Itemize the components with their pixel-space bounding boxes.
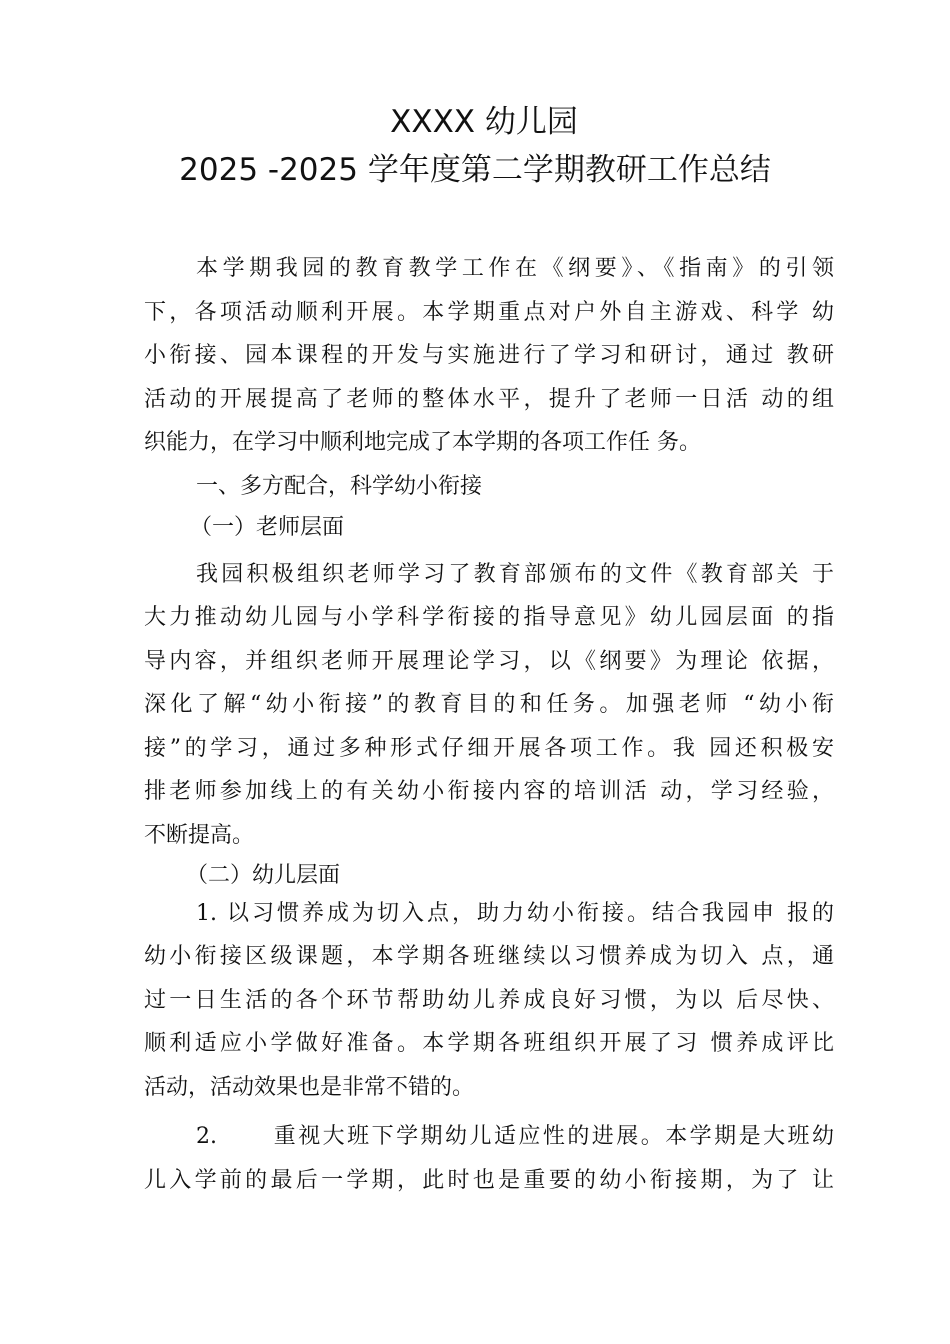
document-title-kindergarten: XXXX 幼儿园: [390, 104, 578, 140]
paragraph-line: 下，各项活动顺利开展。本学期重点对户外自主游戏、科学 幼: [144, 300, 834, 325]
paragraph-line: 过一日生活的各个环节帮助幼儿养成良好习惯，为以 后尽快、: [144, 988, 834, 1013]
subsection-heading: （二）幼儿层面: [186, 863, 341, 888]
paragraph-line: 我园积极组织老师学习了教育部颁布的文件《教育部关 于: [196, 562, 834, 587]
paragraph-line: 活动的开展提高了老师的整体水平，提升了老师一日活 动的组: [144, 387, 834, 412]
paragraph-line: 接”的学习，通过多种形式仔细开展各项工作。我 园还积极安: [144, 736, 834, 761]
paragraph-line: 排老师参加线上的有关幼小衔接内容的培训活 动，学习经验，: [144, 779, 834, 804]
paragraph-line: 大力推动幼儿园与小学科学衔接的指导意见》幼儿园层面 的指: [144, 605, 834, 630]
paragraph-line: 本学期我园的教育教学工作在《纲要》、《指南》的引领: [196, 256, 834, 281]
paragraph-line: 幼小衔接区级课题，本学期各班继续以习惯养成为切入 点，通: [144, 944, 834, 969]
paragraph-line: 小衔接、园本课程的开发与实施进行了学习和研讨，通过 教研: [144, 343, 834, 368]
subsection-heading: （一）老师层面: [190, 515, 345, 540]
document-title-summary: 2025 -2025 学年度第二学期教研工作总结: [179, 152, 771, 188]
paragraph-line: 深化了解“幼小衔接”的教育目的和任务。加强老师 “幼小衔: [144, 692, 834, 717]
paragraph-line: 顺利适应小学做好准备。本学期各班组织开展了习 惯养成评比: [144, 1031, 834, 1056]
paragraph-line: 活动，活动效果也是非常不错的。: [144, 1075, 475, 1100]
paragraph-line: 织能力，在学习中顺利地完成了本学期的各项工作任 务。: [144, 430, 701, 455]
paragraph-line: 导内容，并组织老师开展理论学习，以《纲要》为理论 依据，: [144, 649, 834, 674]
paragraph-line: 不断提高。: [144, 823, 255, 848]
paragraph-line: 2. 重视大班下学期幼儿适应性的进展。本学期是大班幼: [196, 1124, 834, 1149]
paragraph-line: 1. 以习惯养成为切入点，助力幼小衔接。结合我园申 报的: [196, 901, 834, 926]
paragraph-line: 儿入学前的最后一学期，此时也是重要的幼小衔接期，为了 让: [144, 1168, 834, 1193]
section-heading: 一、多方配合，科学幼小衔接: [196, 474, 483, 499]
